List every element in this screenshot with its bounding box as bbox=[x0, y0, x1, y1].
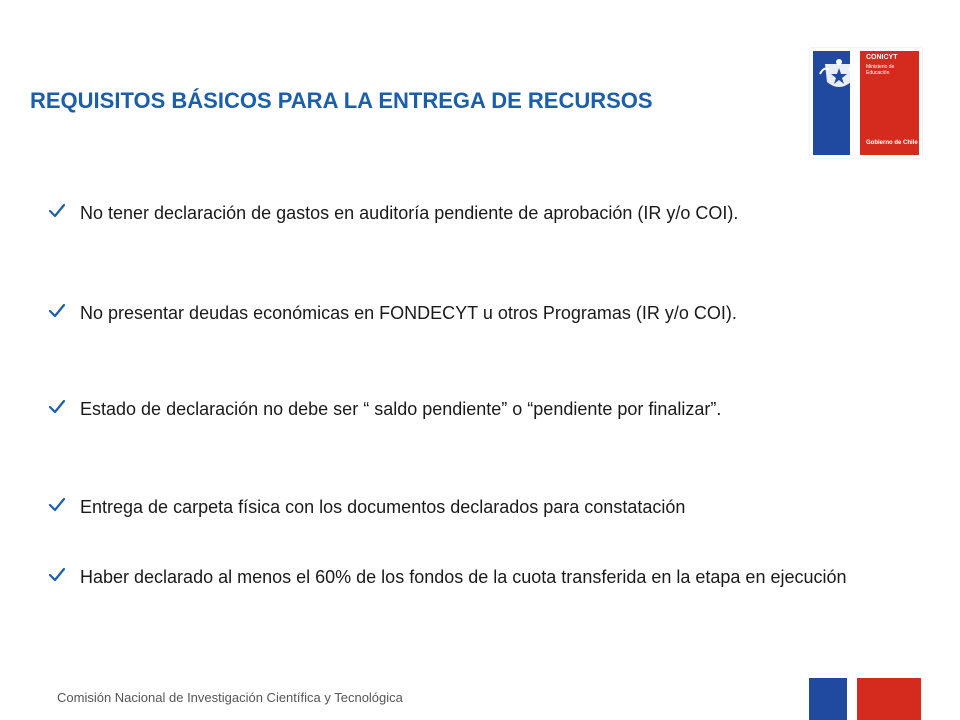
checkmark-icon bbox=[48, 398, 66, 416]
coat-of-arms-icon bbox=[815, 54, 863, 96]
logo-government: Gobierno de Chile bbox=[866, 140, 918, 146]
conicyt-logo bbox=[810, 48, 922, 158]
list-item-text: No presentar deudas económicas en FONDECYT u otros Programas (IR y/o COI). bbox=[80, 303, 737, 323]
list-item-text: No tener declaración de gastos en auditoría pendiente de aprobación (IR y/o COI). bbox=[80, 203, 739, 223]
checkmark-icon bbox=[48, 566, 66, 584]
footer-flag-logo bbox=[809, 678, 921, 720]
checkmark-icon bbox=[48, 202, 66, 220]
list-item-text: Estado de declaración no debe ser “ saldo pendiente” o “pendiente por finalizar”. bbox=[80, 399, 722, 419]
page-title: REQUISITOS BÁSICOS PARA LA ENTREGA DE RECURSOS bbox=[30, 88, 653, 113]
logo-subtitle: Ministerio de Educación bbox=[866, 64, 895, 76]
footer-flag-blue bbox=[809, 678, 847, 720]
logo-name: CONICYT bbox=[866, 54, 898, 61]
footer-organization: Comisión Nacional de Investigación Científica y Tecnológica bbox=[57, 690, 403, 705]
list-item-text: Entrega de carpeta física con los documentos declarados para constatación bbox=[80, 497, 686, 517]
checkmark-icon bbox=[48, 496, 66, 514]
checkmark-icon bbox=[48, 302, 66, 320]
footer-flag-red bbox=[857, 678, 921, 720]
list-item-text: Haber declarado al menos el 60% de los fondos de la cuota transferida en la etapa en ejecución bbox=[80, 567, 847, 587]
